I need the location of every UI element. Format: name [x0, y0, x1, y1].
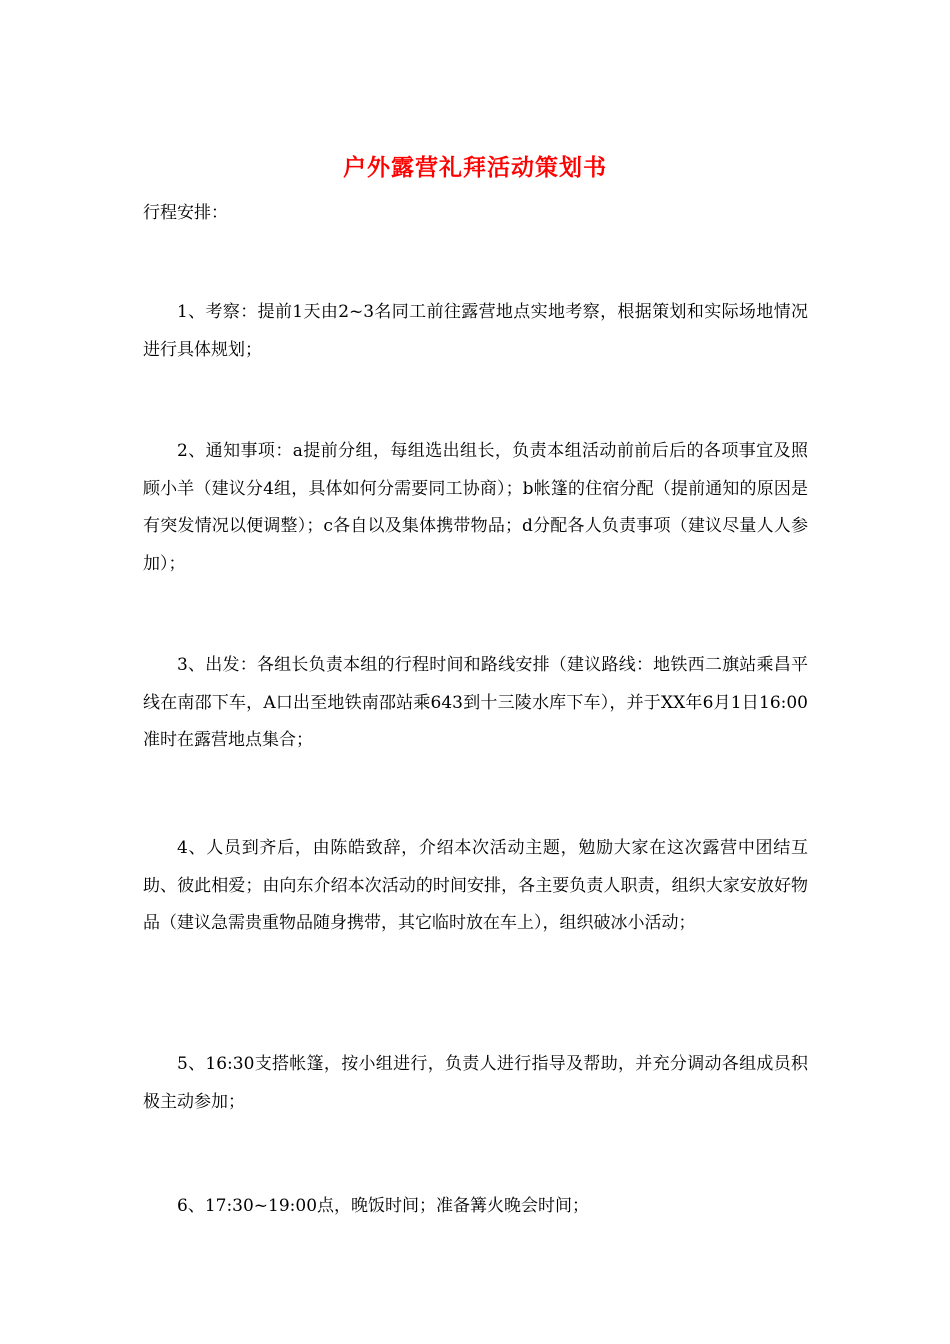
itinerary-item-3: 3、出发：各组长负责本组的行程时间和路线安排（建议路线：地铁西二旗站乘昌平线在南邵下车，A口出至地铁南邵站乘643到十三陵水库下车），并于XX年6月1日16:00准时在露营地点集合； — [143, 655, 808, 750]
itinerary-item-6: 6、17:30~19:00点，晚饭时间；准备篝火晚会时间； — [177, 1196, 590, 1216]
itinerary-item-4: 4、人员到齐后，由陈皓致辞，介绍本次活动主题，勉励大家在这次露营中团结互助、彼此相爱；由向东介绍本次活动的时间安排，各主要负责人职责，组织大家安放好物品（建议急需贵重物品随身携带，其它临时放在车上），组织破冰小活动； — [143, 838, 808, 933]
section-label-itinerary: 行程安排： — [143, 203, 228, 223]
itinerary-item-1: 1、考察：提前1天由2~3名同工前往露营地点实地考察，根据策划和实际场地情况进行具体规划； — [143, 302, 808, 360]
document-title: 户外露营礼拜活动策划书 — [343, 154, 607, 181]
itinerary-item-2: 2、通知事项：a提前分组，每组选出组长，负责本组活动前前后后的各项事宜及照顾小羊（建议分4组，具体如何分需要同工协商）；b帐篷的住宿分配（提前通知的原因是有突发情况以便调整）；c各自以及集体携带物品；d分配各人负责事项（建议尽量人人参加）； — [143, 441, 808, 574]
itinerary-item-5: 5、16:30支搭帐篷，按小组进行，负责人进行指导及帮助，并充分调动各组成员积极主动参加； — [143, 1054, 808, 1112]
